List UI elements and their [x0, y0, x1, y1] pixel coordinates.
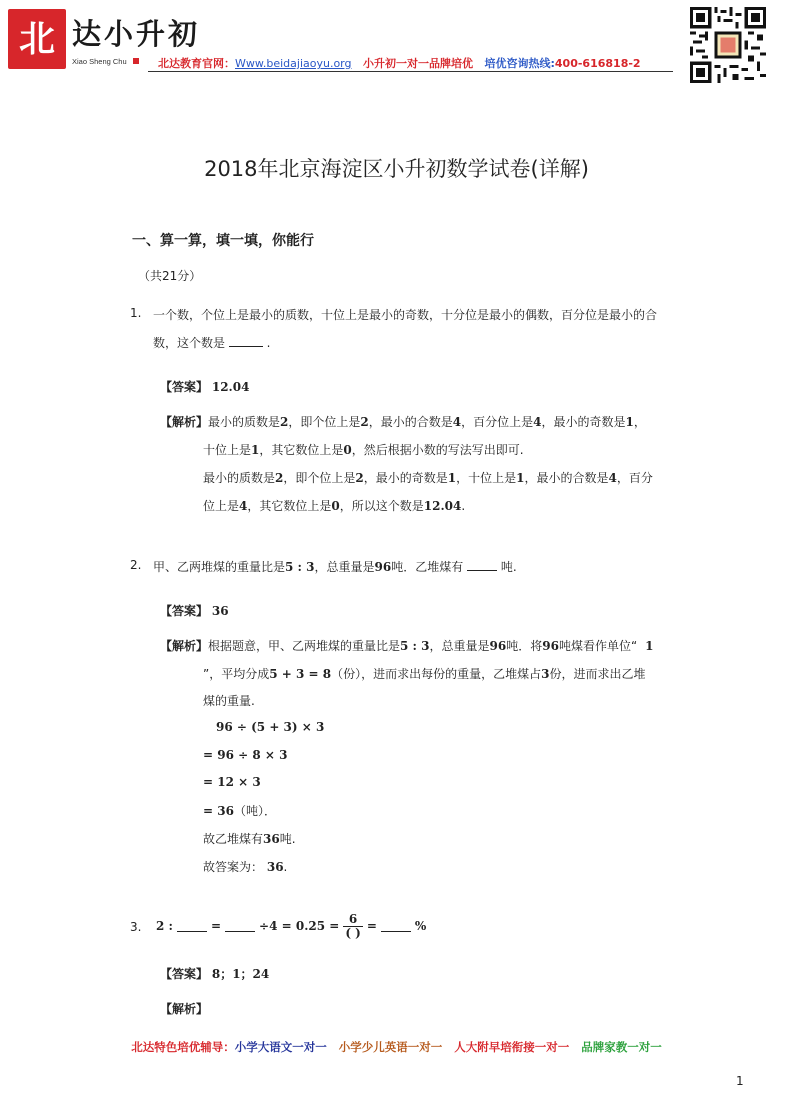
q3-analysis-label [160, 1000, 208, 1017]
footer-item-tutor[interactable]: 品牌家教一对一 [581, 1040, 662, 1054]
q1-analysis-line2 [203, 441, 524, 458]
value: 36 [263, 832, 280, 846]
text: 最小的质数是 [203, 471, 276, 485]
footer-banner [0, 1039, 793, 1055]
text: 甲、乙两堆煤的重量比是 [153, 560, 286, 574]
q1-line2-text: 数，这个数是 [153, 336, 226, 350]
value: 2 [360, 415, 369, 429]
footer-label: 北达特色培优辅导： [131, 1040, 235, 1054]
page-number: 1 [736, 1074, 744, 1088]
text: （份），进而求出每份的重量，乙堆煤占 [331, 667, 542, 681]
q3-blank-3[interactable] [381, 921, 411, 932]
text: = [366, 919, 377, 933]
q2-analysis-line1 [160, 637, 654, 654]
value: 1 [447, 471, 457, 485]
value: 1 [645, 639, 654, 653]
brand-logo [8, 9, 66, 69]
value: 12.04 [423, 499, 462, 513]
q2-number: 2. [130, 558, 142, 572]
text: ，最小的奇数是 [541, 415, 626, 429]
q2-calc-step2: = 96 ÷ 8 × 3 [203, 748, 288, 762]
value: 96 [542, 639, 559, 653]
text: ，百分位上是 [461, 415, 534, 429]
analysis-label: 【解析】 [160, 639, 209, 653]
logo-subtitle: Xiao Sheng Chu [72, 57, 127, 66]
q2-conclusion1 [203, 830, 296, 847]
q3-answer [160, 965, 269, 982]
value: 5 + 3 = 8 [269, 667, 332, 681]
q1-line2-end: . [266, 336, 271, 350]
logo-brand-text: 达小升初 [72, 17, 201, 51]
value: 3 [541, 667, 550, 681]
answer-label: 【答案】 [160, 380, 209, 394]
q2-analysis-line2 [203, 665, 645, 682]
q2-statement [153, 558, 517, 575]
value: 96 [489, 639, 507, 653]
q2-conclusion2 [203, 858, 287, 875]
answer-label: 【答案】 [160, 604, 209, 618]
q1-analysis-line4 [203, 497, 465, 514]
value: 1 [251, 443, 260, 457]
text: 吨．乙堆煤有 [391, 560, 464, 574]
header-info-line [158, 55, 641, 71]
q2-analysis-line3: 煤的重量. [203, 694, 255, 708]
text: ”，平均分成 [203, 667, 270, 681]
value: 96 [374, 560, 392, 574]
text: ，其它数位上是 [259, 443, 344, 457]
q1-analysis-line3 [203, 469, 653, 486]
value: 4 [239, 499, 248, 513]
q2-calc-step3: = 12 × 3 [203, 775, 261, 789]
q1-answer [160, 378, 249, 395]
footer-item-english[interactable]: 小学少儿英语一对一 [338, 1040, 443, 1054]
value: 2 [280, 415, 289, 429]
text: % [414, 919, 427, 933]
section-note: （共21分） [138, 269, 202, 283]
logo-square-mark [133, 58, 139, 64]
answer-label: 【答案】 [160, 967, 209, 981]
slogan: 小升初一对一品牌培优 [363, 57, 473, 70]
text: = [210, 919, 222, 933]
text: 最小的质数是 [208, 415, 281, 429]
text: ，最小的奇数是 [363, 471, 448, 485]
q1-line2 [153, 334, 271, 351]
logo-glyph: 北 [18, 18, 55, 60]
q1-answer-blank[interactable] [229, 336, 263, 347]
q1-analysis-line1 [160, 413, 646, 430]
header-divider [148, 71, 673, 72]
text: 吨. [500, 560, 517, 574]
value: 0 [343, 443, 352, 457]
text: . [461, 499, 466, 513]
q2-answer [160, 602, 229, 619]
text: ，其它数位上是 [247, 499, 332, 513]
value: 5 : 3 [285, 560, 315, 574]
q2-calc-step4 [203, 802, 276, 819]
value: 2 [355, 471, 364, 485]
q2-calc-step1: 96 ÷ (5 + 3) × 3 [216, 720, 325, 734]
value: 4 [533, 415, 542, 429]
text: ，百分 [616, 471, 653, 485]
qr-code-icon [690, 7, 766, 83]
text: ， [633, 415, 646, 429]
section-heading: 一、算一算，填一填，你能行 [132, 233, 314, 249]
q1-line1: 一个数，个位上是最小的质数，十位上是最小的奇数，十分位是最小的偶数，百分位是最小的合 [153, 308, 658, 322]
fraction-denominator-blank[interactable]: ( ) [345, 925, 361, 940]
text: 十位上是 [203, 443, 252, 457]
text: ，然后根据小数的写法写出即可. [351, 443, 524, 457]
text: ÷4 = 0.25 = [259, 919, 340, 933]
text: ，最小的合数是 [524, 471, 609, 485]
text: 吨．将 [506, 639, 543, 653]
q3-blank-2[interactable] [225, 921, 255, 932]
value: 0 [331, 499, 340, 513]
text: ，即个位上是 [283, 471, 356, 485]
text: 吨. [279, 832, 296, 846]
footer-item-bridge[interactable]: 人大附早培衔接一对一 [454, 1040, 570, 1054]
text: ，总重量是 [429, 639, 490, 653]
analysis-label: 【解析】 [160, 415, 209, 429]
text: 根据题意，甲、乙两堆煤的重量比是 [208, 639, 401, 653]
text: 2 : [156, 919, 173, 933]
text: ，即个位上是 [288, 415, 361, 429]
text: 位上是 [203, 499, 240, 513]
text: 吨煤看作单位“ [558, 639, 638, 653]
value: 4 [608, 471, 617, 485]
value: 1 [625, 415, 634, 429]
analysis-label: 【解析】 [160, 1002, 209, 1016]
text: ，十位上是 [456, 471, 517, 485]
value: 36 [266, 860, 284, 874]
q3-equation [156, 910, 426, 942]
q2-answer-value: 36 [211, 604, 229, 618]
value: 1 [516, 471, 525, 485]
hotline-label: 培优咨询热线: [484, 57, 555, 70]
text: （吨）． [233, 804, 276, 818]
value: 5 : 3 [400, 639, 430, 653]
text: . [283, 860, 288, 874]
value: 2 [275, 471, 284, 485]
hotline-number: 400-616818-2 [554, 57, 641, 70]
fraction-numerator: 6 [343, 913, 363, 927]
site-label: 北达教育官网： [158, 57, 235, 70]
value: = 36 [203, 804, 234, 818]
site-url-link[interactable]: Www.beidajiaoyu.org [235, 57, 352, 70]
q1-answer-value: 12.04 [211, 380, 250, 394]
q3-fraction [343, 913, 363, 939]
q1-number: 1. [130, 306, 142, 320]
text: 份，进而求出乙堆 [549, 667, 646, 681]
footer-item-chinese[interactable]: 小学大语文一对一 [234, 1040, 327, 1054]
text: ，最小的合数是 [368, 415, 453, 429]
q3-blank-1[interactable] [177, 921, 207, 932]
value: 4 [452, 415, 462, 429]
text: 故乙堆煤有 [203, 832, 264, 846]
text: ，总重量是 [314, 560, 375, 574]
text: 故答案为： [203, 860, 264, 874]
q2-answer-blank[interactable] [467, 560, 497, 571]
q3-answer-value: 8；1；24 [211, 967, 270, 981]
q3-number: 3. [130, 920, 142, 934]
text: ，所以这个数是 [339, 499, 424, 513]
page-title: 2018年北京海淀区小升初数学试卷(详解) [204, 157, 589, 181]
